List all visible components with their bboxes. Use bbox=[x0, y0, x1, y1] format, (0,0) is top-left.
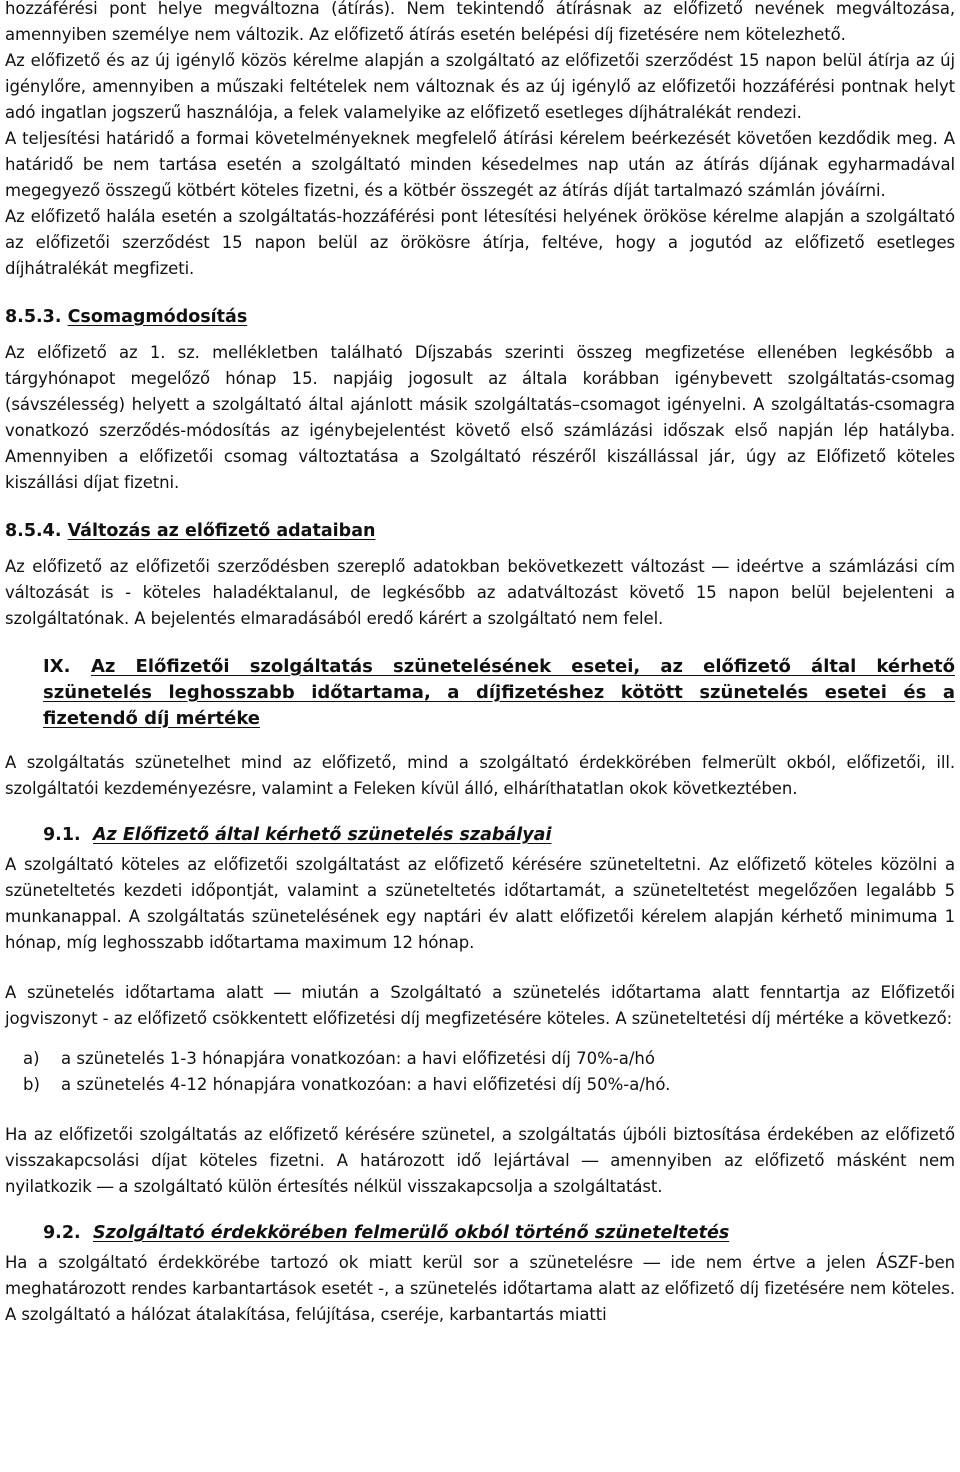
paragraph-reconnection: Ha az előfizetői szolgáltatás az előfizető kérésére szünetel, a szolgáltatás újbóli biztosítása érdekében az előfizető visszakapcsolási díjat köteles fizetni. A határozott idő lejártával ― amennyiben az előfizető másként nem nyilatkozik ― a szolgáltató külön értesítés nélkül visszakapcsolja a szolgáltatást. bbox=[5, 1125, 955, 1196]
chapter-number: IX. bbox=[43, 656, 71, 677]
paragraph-joint-request: Az előfizető és az új igénylő közös kérelme alapján a szolgáltató az előfizetői szerződést 15 napon belül átírja az új igénylőre, amennyiben a műszaki feltételek nem változnak és az új igénylő az előfizetői hozzáférési pontnak helyt adó ingatlan jogszerű használója, a felek valamelyike az előfizető esetleges díjhátralékát rendezi. bbox=[5, 51, 955, 122]
list-item-text: a szünetelés 4-12 hónapjára vonatkozóan: a havi előfizetési díj 50%-a/hó. bbox=[61, 1075, 671, 1094]
paragraph-data-change: Az előfizető az előfizetői szerződésben szereplő adatokban bekövetkezett változást ― ideértve a számlázási cím változását is - köteles haladéktalanul, de legkésőbb az adatváltozást követő 15 napon belül bejelenteni a szolgáltatónak. A bejelentés elmaradásából eredő kárért a szolgáltató nem felel. bbox=[5, 557, 955, 628]
section-heading-9-2 bbox=[43, 1220, 955, 1246]
list-item bbox=[5, 1046, 955, 1072]
paragraph-subscriber-suspension: A szolgáltató köteles az előfizetői szolgáltatást az előfizető kérésére szüneteltetni. Az előfizető köteles közölni a szüneteltetés kezdeti időpontját, valamint a szüneteltetés időtartamát, a szüneteltetést megelőzően legalább 5 munkanappal. A szolgáltatás szünetelésének egy naptári év alatt előfizetői kérelem alapján kérhető minimuma 1 hónap, míg leghosszabb időtartama maximum 12 hónap. bbox=[5, 855, 955, 952]
paragraph-transfer-intro: hozzáférési pont helye megváltozna (átírás). Nem tekintendő átírásnak az előfizető nevének megváltozása, amennyiben személye nem változik. Az előfizető átírás esetén belépési díj fizetésére nem kötelezhető. bbox=[5, 0, 955, 44]
paragraph-suspension-fee: A szünetelés időtartama alatt ― miután a Szolgáltató a szünetelés időtartama alatt fenntartja az Előfizetői jogviszonyt - az előfizető csökkentett előfizetési díj megfizetésére köteles. A szüneteltetési díj mértéke a következő: bbox=[5, 983, 955, 1028]
paragraph-suspension-intro: A szolgáltatás szünetelhet mind az előfizető, mind a szolgáltató érdekkörében felmerült okból, előfizetői, ill. szolgáltatói kezdeményezésre, valamint a Feleken kívül álló, elháríthatatlan okok következtében. bbox=[5, 753, 955, 798]
section-number: 9.2. bbox=[43, 1223, 81, 1243]
section-number: 8.5.3. bbox=[5, 307, 62, 327]
section-title: Az Előfizető által kérhető szünetelés szabályai bbox=[93, 825, 552, 845]
section-title: Szolgáltató érdekkörében felmerülő okból történő szüneteltetés bbox=[93, 1223, 730, 1243]
paragraph-provider-suspension: Ha a szolgáltató érdekkörébe tartozó ok miatt kerül sor a szünetelésre ― ide nem értve a jelen ÁSZF-ben meghatározott rendes karbantartások esetét -, a szünetelés időtartama alatt az előfizető díj fizetésére nem köteles. A szolgáltató a hálózat átalakítása, felújítása, cseréje, karbantartás miatti bbox=[5, 1253, 955, 1324]
section-number: 8.5.4. bbox=[5, 521, 62, 541]
fee-list bbox=[5, 1046, 955, 1098]
list-item bbox=[5, 1072, 955, 1098]
paragraph-inheritance: Az előfizető halála esetén a szolgáltatás-hozzáférési pont létesítési helyének örököse kérelme alapján a szolgáltató az előfizetői szerződést 15 napon belül az örökösre átírja, feltéve, hogy a jogutód az előfizető esetleges díjhátralékát megfizeti. bbox=[5, 207, 955, 278]
list-marker: b) bbox=[23, 1075, 40, 1094]
section-title: Változás az előfizető adataiban bbox=[67, 521, 376, 541]
chapter-title: Az Előfizetői szolgáltatás szünetelésének esetei, az előfizető által kérhető szünetelés leghosszabb időtartama, a díjfizetéshez kötött szünetelés esetei és a fizetendő díj mértéke bbox=[43, 656, 955, 729]
chapter-heading-ix bbox=[43, 654, 955, 732]
section-title: Csomagmódosítás bbox=[67, 307, 248, 327]
section-heading-8-5-4 bbox=[5, 518, 955, 544]
paragraph-package-change: Az előfizető az 1. sz. mellékletben található Díjszabás szerinti összeg megfizetése ellenében legkésőbb a tárgyhónapot megelőző hónap 15. napjáig jogosult az általa korábban igénybevett szolgáltatás-csomag (sávszélesség) helyett a szolgáltató által ajánlott másik szolgáltatás–csomagot igényelni. A szolgáltatás-csomagra vonatkozó szerződés-módosítás az igénybejelentést követő első számlázási időszak első napján lép hatályba. Amennyiben a előfizetői csomag változtatása a Szolgáltató részéről kiszállással jár, úgy az Előfizető köteles kiszállási díjat fizetni. bbox=[5, 343, 955, 492]
section-heading-9-1 bbox=[43, 822, 955, 848]
section-heading-8-5-3 bbox=[5, 304, 955, 330]
paragraph-deadline: A teljesítési határidő a formai követelményeknek megfelelő átírási kérelem beérkezését követően kezdődik meg. A határidő be nem tartása esetén a szolgáltató minden késedelmes nap után az átírás díjának egyharmadával megegyező összegű kötbért köteles fizetni, és a kötbér összegét az átírás díját tartalmazó számlán jóváírni. bbox=[5, 129, 955, 200]
list-marker: a) bbox=[23, 1049, 40, 1068]
section-number: 9.1. bbox=[43, 825, 81, 845]
list-item-text: a szünetelés 1-3 hónapjára vonatkozóan: a havi előfizetési díj 70%-a/hó bbox=[61, 1049, 655, 1068]
